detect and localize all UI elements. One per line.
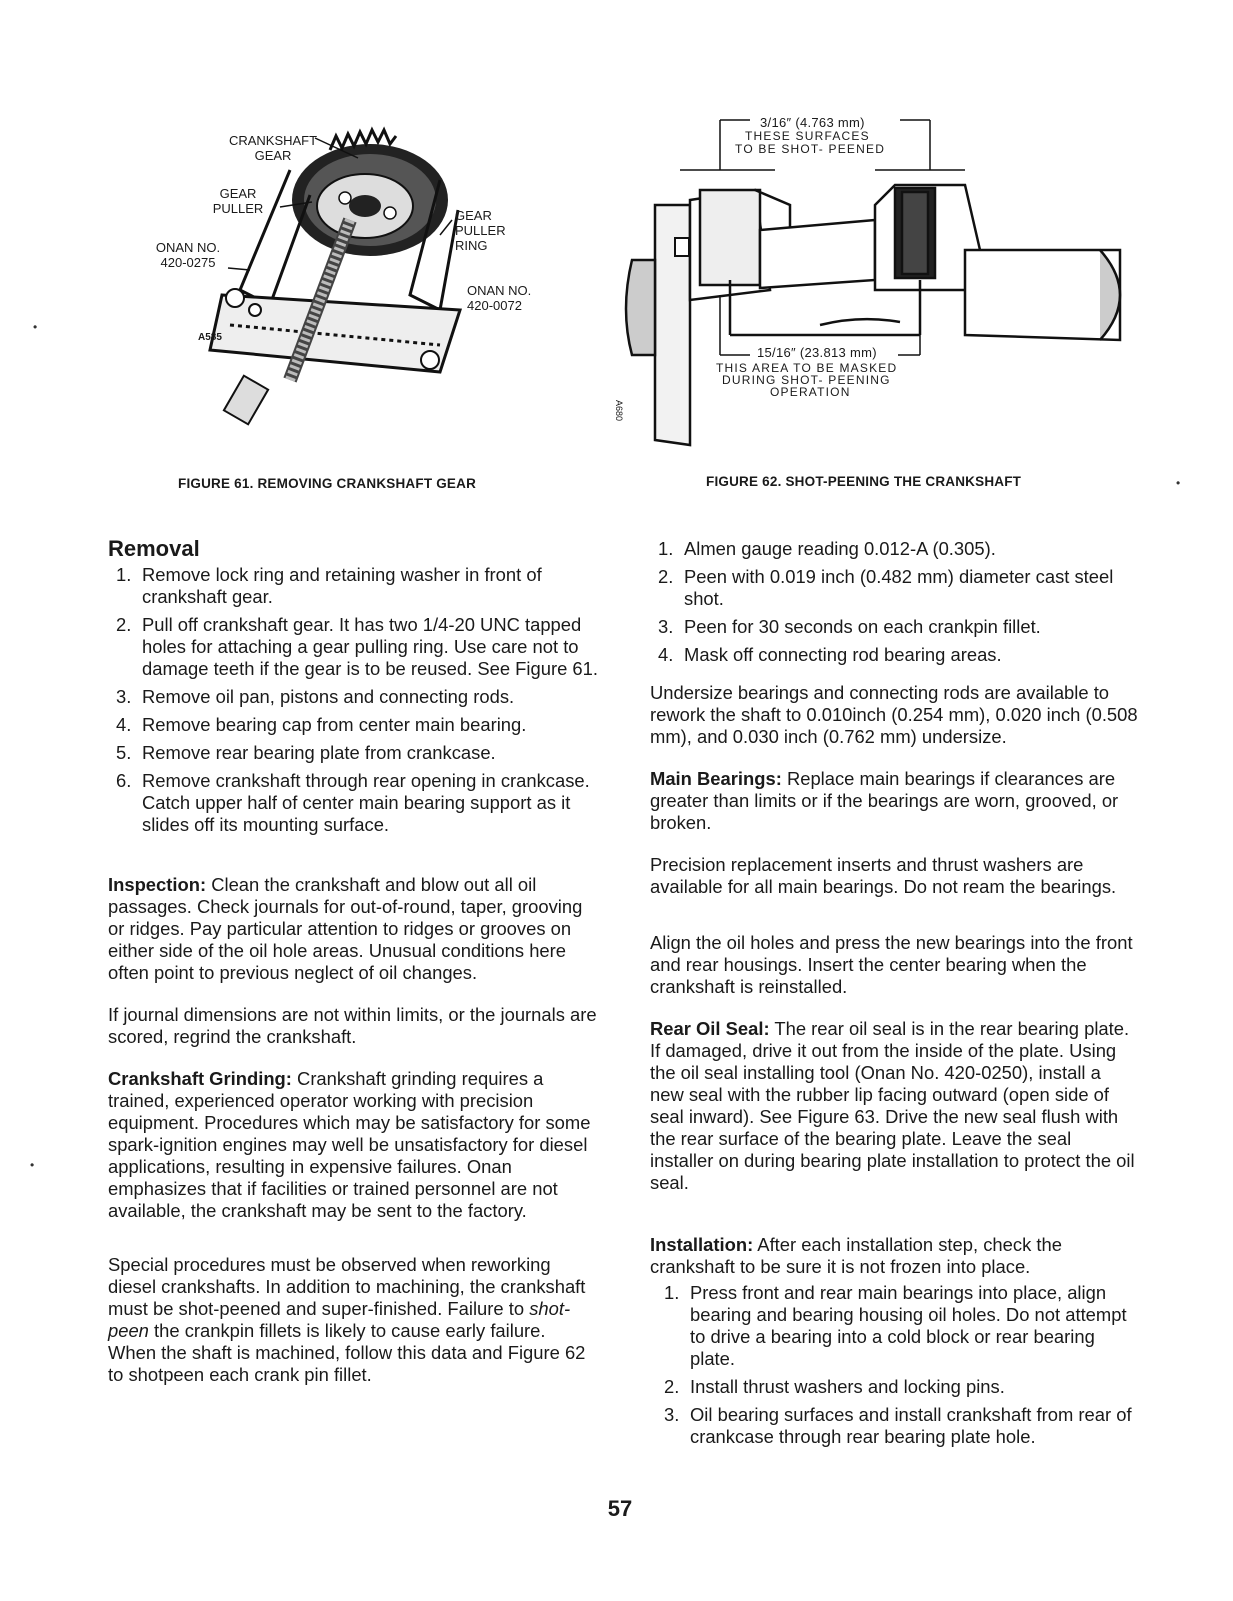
undersize-paragraph: Undersize bearings and connecting rods are available to rework the shaft to 0.010inch (0.254 mm), 0.020 inch (0.508 mm), and 0.030 inch (0.762 mm) undersize. — [650, 682, 1138, 747]
list-item: 2. Peen with 0.019 inch (0.482 mm) diameter cast steel shot. — [658, 566, 1114, 609]
list-item: 1. Remove lock ring and retaining washer in front of crankshaft gear. — [116, 564, 542, 607]
list-item: 4. Mask off connecting rod bearing areas. — [658, 644, 1002, 665]
list-item: 2. Install thrust washers and locking pins. — [664, 1376, 1005, 1397]
scan-mark: • — [33, 320, 38, 334]
align-paragraph: Align the oil holes and press the new bearings into the front and rear housings. Insert the center bearing when the crankshaft is reinstalled. — [650, 932, 1133, 997]
label-onan-no-1: ONAN NO. 420-0275 — [155, 240, 221, 270]
crankshaft-illustration — [620, 110, 1140, 455]
list-item: 1. Almen gauge reading 0.012-A (0.305). — [658, 538, 996, 559]
label-gear-puller-ring: GEAR PULLER RING — [455, 208, 506, 253]
label-bottom-note-1: THIS AREA TO BE MASKED — [716, 361, 898, 375]
gear-puller-illustration — [140, 110, 560, 450]
figure-62-code: A680 — [614, 400, 624, 422]
left-column — [108, 538, 598, 1406]
figure-61 — [140, 110, 560, 450]
peen-steps — [650, 538, 1138, 666]
list-item: 3. Peen for 30 seconds on each crankpin fillet. — [658, 616, 1041, 637]
list-item: 2. Pull off crankshaft gear. It has two 1/4-20 UNC tapped holes for attaching a gear pulling ring. Use care not to damage teeth if the gear is to be reused. See Figure 61. — [116, 614, 598, 679]
main-bearings-paragraph: Main Bearings: Replace main bearings if clearances are greater than limits or if the bearings are worn, grooved, or broken. — [650, 768, 1119, 833]
inspection-paragraph: Inspection: Clean the crankshaft and blow out all oil passages. Check journals for out-of-round, taper, grooving or ridges. Pay particular attention to ridges or grooves on either side of the oil hole areas. Unusual conditions here often point to previous neglect of oil changes. — [108, 874, 583, 983]
list-item: 3. Remove oil pan, pistons and connecting rods. — [116, 686, 515, 707]
journal-paragraph: If journal dimensions are not within limits, or the journals are scored, regrind the crankshaft. — [108, 1004, 597, 1047]
rear-oil-seal-paragraph: Rear Oil Seal: The rear oil seal is in the rear bearing plate. If damaged, drive it out from the inside of the plate. Using the oil seal installing tool (Onan No. 420-0250), install a new seal with the rubber lip facing outward (open side of seal inward). See Figure 63. Drive the new seal flush with the rear surface of the bearing plate. Leave the seal installer on during bearing plate installation to protect the oil seal. — [650, 1018, 1135, 1193]
removal-steps — [108, 564, 598, 836]
figure-62 — [620, 110, 1140, 455]
figure-62-caption: FIGURE 62. SHOT-PEENING THE CRANKSHAFT — [706, 474, 1022, 489]
label-top-note-2: TO BE SHOT- PEENED — [735, 142, 886, 156]
label-gear-puller: GEAR PULLER — [212, 186, 264, 216]
label-top-dim: 3/16″ (4.763 mm) — [760, 115, 865, 130]
label-onan-no-2: ONAN NO. 420-0072 — [467, 283, 532, 313]
list-item: 1. Press front and rear main bearings into place, align bearing and bearing housing oil holes. Do not attempt to drive a bearing into a cold block or rear bearing plate. — [664, 1282, 1127, 1369]
label-crankshaft-gear: CRANKSHAFT GEAR — [228, 133, 318, 163]
list-item: 4. Remove bearing cap from center main bearing. — [116, 714, 527, 735]
scan-mark: • — [1176, 476, 1181, 490]
installation-paragraph: Installation: After each installation step, check the crankshaft to be sure it is not frozen into place. — [650, 1234, 1062, 1277]
precision-paragraph: Precision replacement inserts and thrust washers are available for all main bearings. Do not ream the bearings. — [650, 854, 1117, 897]
scan-mark: • — [30, 1158, 35, 1172]
list-item: 3. Oil bearing surfaces and install crankshaft from rear of crankcase through rear bearing plate hole. — [664, 1404, 1132, 1447]
list-item: 6. Remove crankshaft through rear opening in crankcase. Catch upper half of center main bearing support as it slides off its mounting surface. — [116, 770, 590, 835]
right-column — [650, 538, 1138, 1454]
figure-61-code: A585 — [198, 332, 222, 343]
label-top-note-1: THESE SURFACES — [745, 129, 870, 143]
label-bottom-dim: 15/16″ (23.813 mm) — [757, 345, 877, 360]
label-bottom-note-2: DURING SHOT- PEENING — [722, 373, 891, 387]
special-paragraph: Special procedures must be observed when reworking diesel crankshafts. In addition to machining, the crankshaft must be shot-peened and super-finished. Failure to shot-peen the crankpin fillets is likely to cause early failure. When the shaft is machined, follow this data and Figure 62 to shotpeen each crank pin fillet. — [108, 1254, 586, 1385]
page-number: 57 — [607, 1496, 633, 1521]
grinding-paragraph: Crankshaft Grinding: Crankshaft grinding requires a trained, experienced operator working with precision equipment. Procedures which may be satisfactory for some spark-ignition engines may well be unsatisfactory for diesel applications, resulting in expensive failures. Onan emphasizes that if facilities or trained personnel are not available, the crankshaft may be sent to the factory. — [108, 1068, 591, 1221]
figure-61-caption: FIGURE 61. REMOVING CRANKSHAFT GEAR — [178, 476, 477, 491]
install-steps — [650, 1282, 1138, 1448]
list-item: 5. Remove rear bearing plate from crankcase. — [116, 742, 496, 763]
removal-heading: Removal — [108, 536, 200, 561]
label-bottom-note-3: OPERATION — [770, 385, 851, 399]
